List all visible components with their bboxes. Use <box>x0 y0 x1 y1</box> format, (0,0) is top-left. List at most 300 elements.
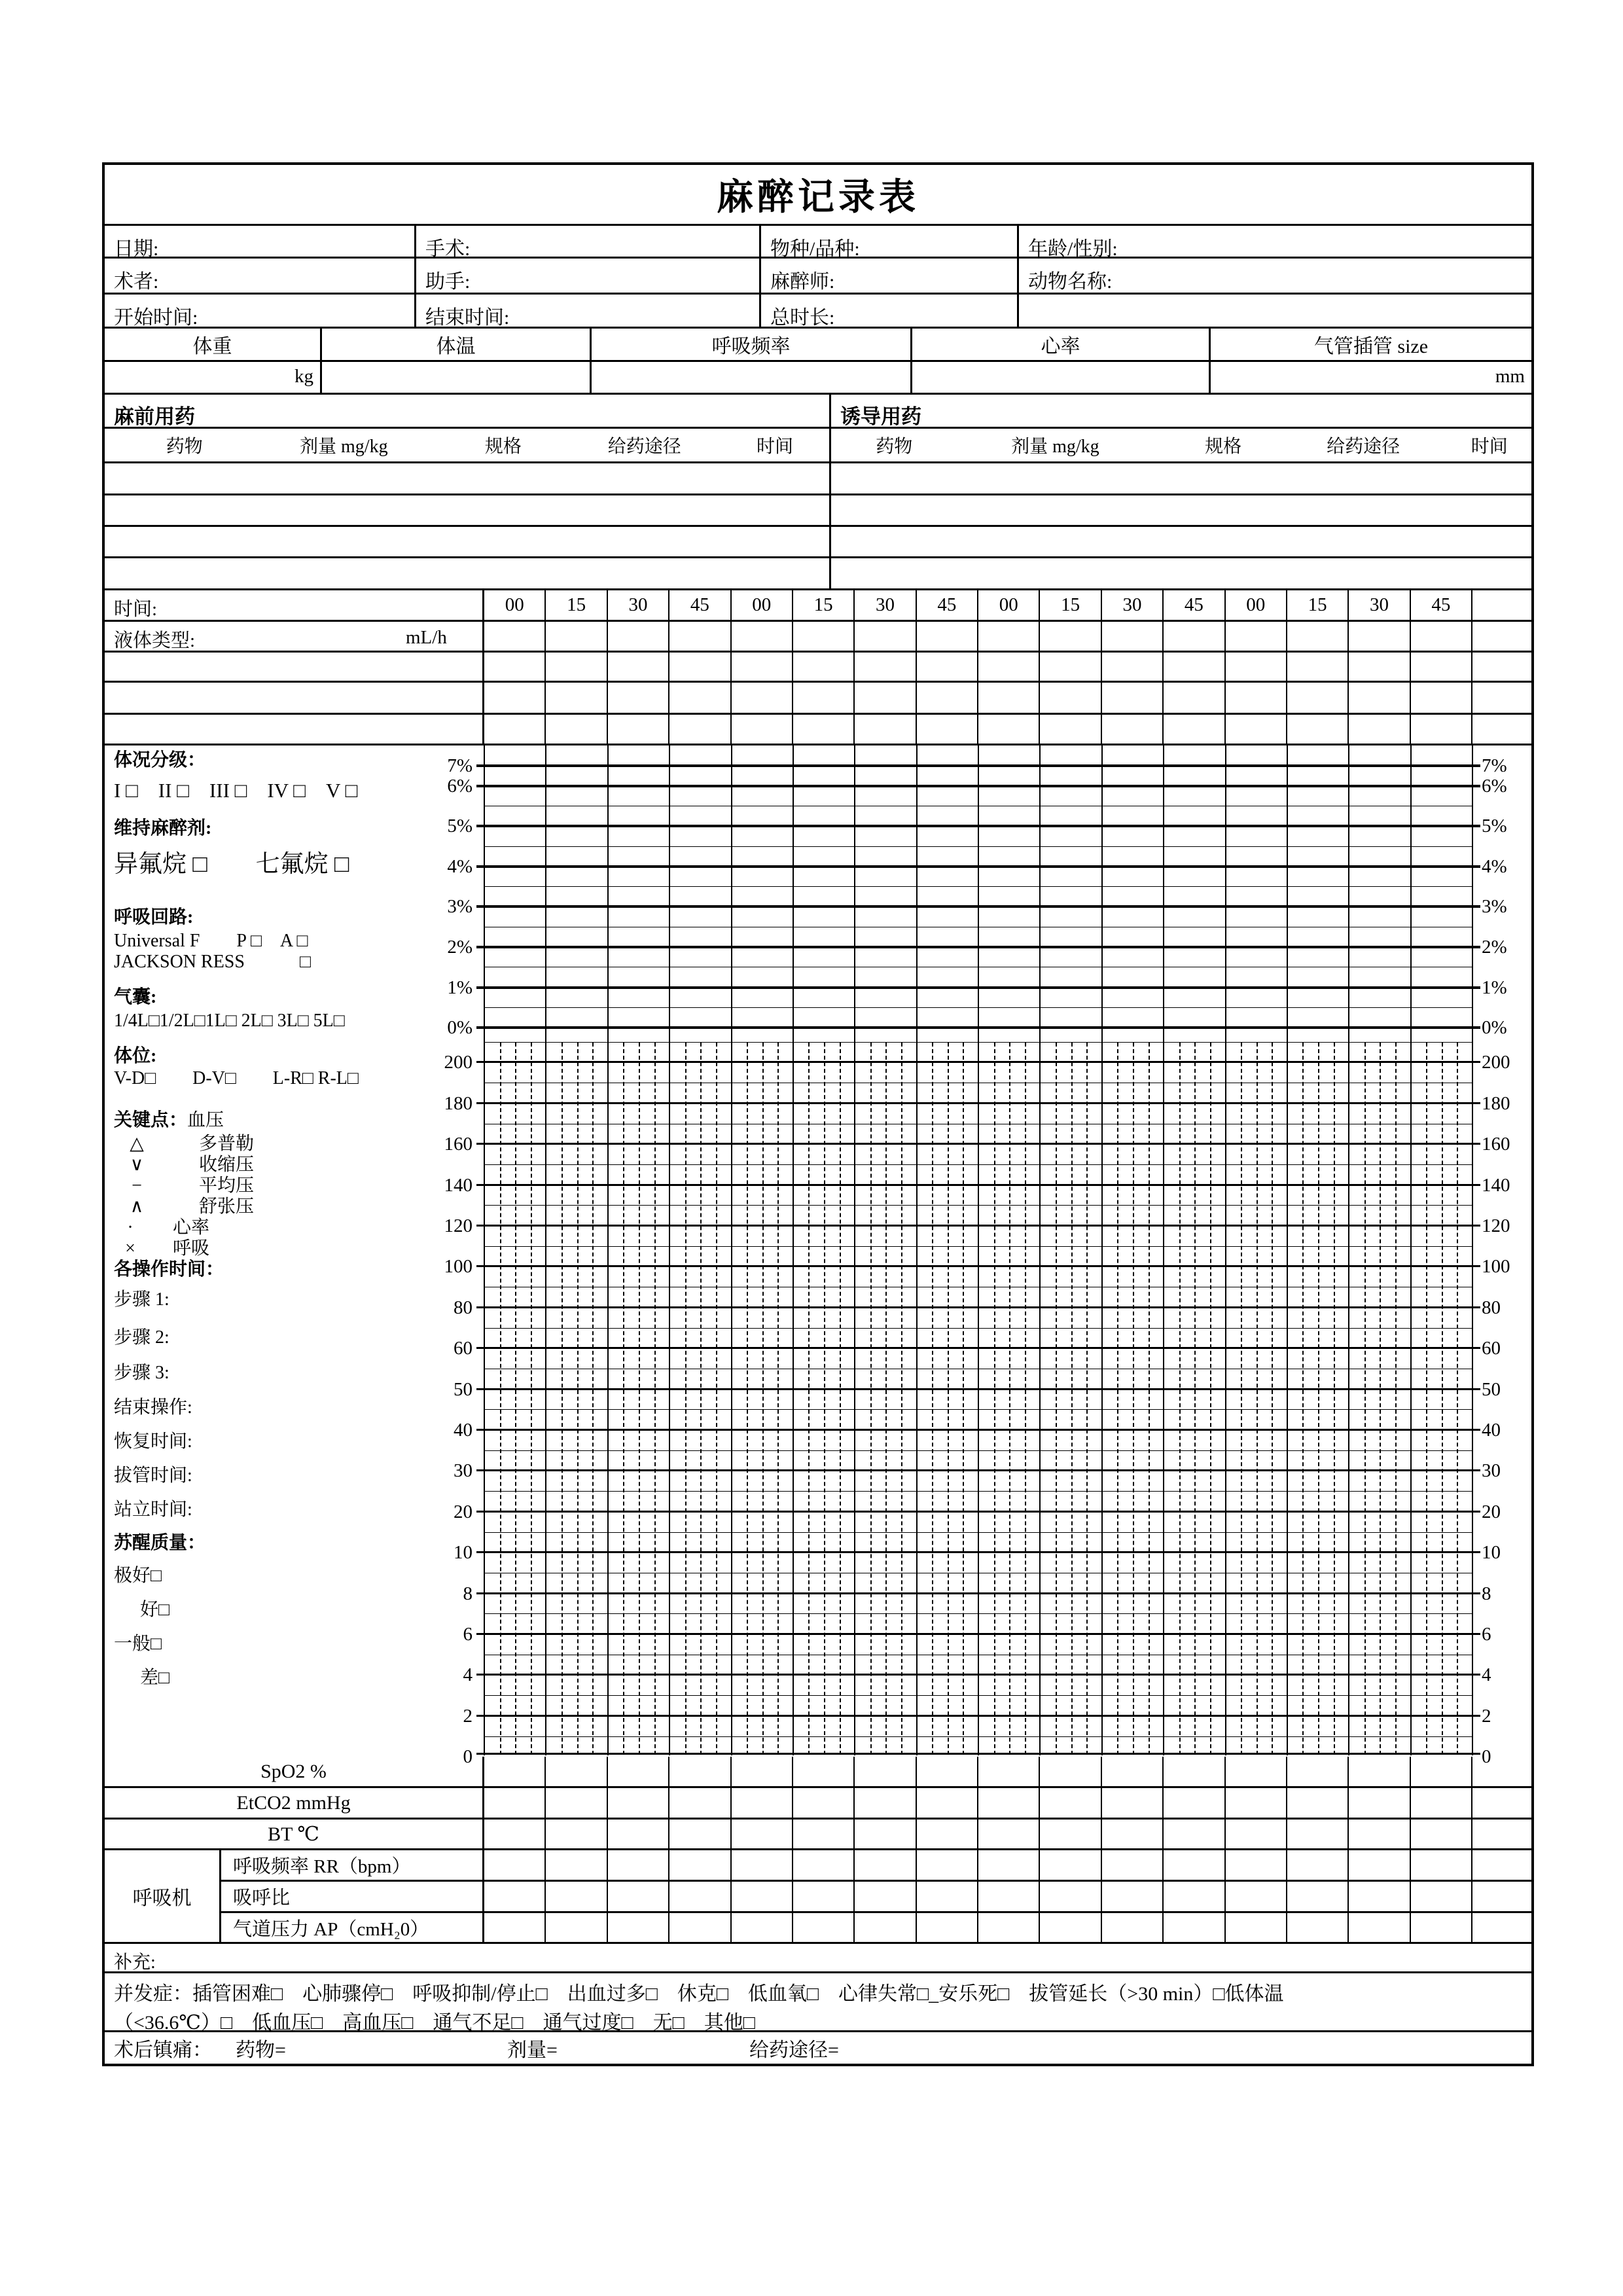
grid-hline <box>484 1613 1472 1614</box>
recovery-fair-option: 一般□ <box>114 1634 162 1654</box>
grid-cell <box>669 1820 731 1848</box>
supplement-label: 补充: <box>114 1952 156 1973</box>
field-surgery <box>416 226 761 260</box>
vitals-rr-value <box>592 362 912 393</box>
complications-line-1: 并发症：插管困难□ 心肺骤停□ 呼吸抑制/停止□ 出血过多□ 休克□ 低血氧□ 心律失常□_安乐死□ 拔管延长（>30 min）□低体温 <box>114 1983 1284 2005</box>
grid-vline <box>607 745 609 1755</box>
grid-cell <box>1349 1788 1410 1818</box>
grid-hline <box>476 1469 1480 1471</box>
grid-cell <box>1287 1757 1349 1786</box>
grid-cell <box>1287 1850 1349 1880</box>
doppler-symbol: △ <box>130 1134 144 1154</box>
systolic-symbol: ∨ <box>130 1155 144 1175</box>
diastolic-label: 舒张压 <box>199 1196 255 1217</box>
vitals-temp-value <box>322 362 592 393</box>
analgesia-route-field: 给药途径= <box>749 2039 839 2061</box>
grid-hline <box>476 785 1480 787</box>
medication-header-row <box>105 395 1531 429</box>
recovery-excellent-option: 极好□ <box>114 1566 162 1586</box>
field-empty <box>1019 295 1531 327</box>
scale-label-percent-left: 5% <box>447 816 473 837</box>
field-surgeon-label: 术者: <box>114 271 159 293</box>
grid-hline <box>484 1205 1472 1206</box>
scale-label-percent-left: 4% <box>447 855 473 877</box>
scale-label-numeric-left: 180 <box>444 1092 473 1114</box>
time-cell: 00 <box>1226 590 1287 620</box>
grid-cell <box>978 715 1040 744</box>
grid-cell <box>732 622 793 651</box>
grid-hline <box>484 846 1472 847</box>
grid-cell <box>1164 715 1225 744</box>
scale-label-percent-left: 0% <box>447 1017 473 1039</box>
grid-cell <box>608 1913 669 1942</box>
scale-label-numeric-right: 50 <box>1482 1378 1501 1400</box>
grid-cell <box>1411 653 1472 681</box>
grid-cell <box>917 1788 978 1818</box>
grid-cell <box>1040 715 1101 744</box>
grid-hline <box>484 1409 1472 1410</box>
grid-dash-line <box>1117 1043 1118 1755</box>
maintenance-anesthetic-options: 异氟烷 □ 七氟烷 □ <box>114 851 349 878</box>
grid-dash-line <box>777 1043 779 1755</box>
grid-cell <box>793 1788 855 1818</box>
grid-cell <box>1040 1788 1101 1818</box>
grid-hline <box>476 1633 1480 1635</box>
medication-columns-row <box>105 429 1531 463</box>
bag-label: 气囊: <box>114 987 157 1007</box>
grid-cell <box>1349 1913 1410 1942</box>
grid-hline <box>484 1736 1472 1737</box>
grid-hline <box>484 886 1472 887</box>
scale-label-numeric-left: 160 <box>444 1134 473 1155</box>
grid-cell <box>978 1850 1040 1880</box>
grid-dash-line <box>623 1043 624 1755</box>
fluid-label: 液体类型: <box>114 630 196 651</box>
bt-row <box>105 1820 1531 1850</box>
grid-cell <box>732 715 793 744</box>
grid-cell <box>1164 1820 1225 1848</box>
etco2-label: EtCO2 mmHg <box>105 1788 484 1818</box>
grid-cell <box>484 1757 546 1786</box>
grid-cell <box>1287 653 1349 681</box>
grid-dash-line <box>963 1043 964 1755</box>
legend-item <box>114 1196 254 1218</box>
field-end-time <box>416 295 761 327</box>
grid-cell <box>1349 622 1410 651</box>
grid-cell <box>484 683 546 713</box>
fluid-row <box>105 622 1531 653</box>
grid-cell <box>1349 715 1410 744</box>
grid-hline <box>476 1061 1480 1063</box>
scale-label-percent-right: 6% <box>1482 775 1507 797</box>
grid-cell <box>793 715 855 744</box>
scale-label-numeric-right: 10 <box>1482 1542 1501 1564</box>
mean-label: 平均压 <box>199 1175 255 1196</box>
scale-label-numeric-right: 20 <box>1482 1501 1501 1522</box>
chart-section <box>105 745 1531 1768</box>
time-cell: 30 <box>608 590 669 620</box>
grid-cell <box>1411 1788 1472 1818</box>
position-options: V-D□ D-V□ L-R□ R-L□ <box>114 1068 359 1088</box>
grid-cell <box>1040 1850 1101 1880</box>
grid-cell <box>1164 1882 1225 1911</box>
grid-cell <box>1164 653 1225 681</box>
grid-cell <box>732 1882 793 1911</box>
grid-cell <box>608 1820 669 1848</box>
premed-title: 麻前用药 <box>114 405 195 428</box>
keypoints-label: 关键点： <box>114 1110 188 1130</box>
induction-col-spec: 规格 <box>1205 437 1242 457</box>
fluid-extra-cell <box>1472 622 1531 651</box>
scale-label-numeric-left: 0 <box>463 1746 473 1768</box>
scale-label-numeric-right: 4 <box>1482 1664 1491 1686</box>
time-cell: 45 <box>1164 590 1225 620</box>
grid-hline <box>476 1347 1480 1349</box>
premed-header <box>105 395 831 427</box>
grid-cell <box>732 1850 793 1880</box>
grid-cell <box>1411 1820 1472 1848</box>
grid-cell <box>484 1850 546 1880</box>
grid-cell <box>978 1882 1040 1911</box>
grid-hline <box>476 764 1480 767</box>
keypoints-bp: 血压 <box>187 1110 224 1130</box>
grid-dash-line <box>1086 1043 1088 1755</box>
field-end-time-label: 结束时间: <box>425 307 510 329</box>
tracking-row <box>105 715 1531 745</box>
mean-symbol: − <box>132 1175 142 1196</box>
grid-cell <box>1287 1913 1349 1942</box>
grid-cell <box>1411 1913 1472 1942</box>
grid-cell <box>1102 1913 1164 1942</box>
ventilator-ap-label: 气道压力 AP（cmH₂0） <box>221 1913 484 1942</box>
time-cell: 15 <box>546 590 607 620</box>
grid-dash-line <box>840 1043 841 1755</box>
grid-cell <box>917 622 978 651</box>
grid-cell <box>978 653 1040 681</box>
weight-unit: kg <box>294 366 313 387</box>
grid-cell <box>608 653 669 681</box>
ventilator-ie-row <box>221 1882 1531 1913</box>
grid-cell <box>1287 622 1349 651</box>
field-date-label: 日期: <box>114 238 159 260</box>
grid-cell <box>917 1882 978 1911</box>
grid-cell <box>1226 1757 1287 1786</box>
induction-header <box>831 395 1531 427</box>
extubation-time-label: 拔管时间: <box>114 1465 192 1486</box>
grid-cell <box>978 1788 1040 1818</box>
grid-cell <box>1287 715 1349 744</box>
scale-label-percent-right: 5% <box>1482 816 1507 837</box>
field-species-label: 物种/品种: <box>770 238 860 260</box>
grid-cell <box>1040 1882 1101 1911</box>
grid-cell <box>1102 1757 1164 1786</box>
grid-hline <box>476 1026 1480 1029</box>
grid-vline <box>484 745 485 1755</box>
grid-hline <box>476 1715 1480 1717</box>
grid-cell <box>1102 622 1164 651</box>
grid-hline <box>476 946 1480 948</box>
analgesia-drug-field: 药物= <box>236 2039 286 2061</box>
scale-label-numeric-right: 80 <box>1482 1297 1501 1318</box>
grid-cell <box>546 653 607 681</box>
grid-dash-line <box>1210 1043 1211 1755</box>
grid-hline <box>484 1042 1472 1043</box>
scale-label-numeric-right: 6 <box>1482 1624 1491 1645</box>
time-cell: 00 <box>484 590 546 620</box>
grid-cell <box>855 1788 916 1818</box>
grid-dash-line <box>592 1043 594 1755</box>
grid-dash-line <box>1179 1043 1181 1755</box>
grid-vline <box>1410 745 1412 1755</box>
grid-cell <box>917 1757 978 1786</box>
heart-rate-symbol: · <box>127 1217 134 1238</box>
grid-cell <box>1102 1788 1164 1818</box>
premed-col-dose: 剂量 mg/kg <box>300 437 388 457</box>
field-anesthetist-label: 麻醉师: <box>770 271 835 293</box>
grid-hline <box>476 865 1480 868</box>
grid-dash-line <box>948 1043 949 1755</box>
grid-cell <box>546 715 607 744</box>
grid-dash-line <box>700 1043 702 1755</box>
grid-dash-line <box>1194 1043 1196 1755</box>
grid-cell <box>1349 1757 1410 1786</box>
fluid-cells <box>484 622 1472 651</box>
time-cells <box>484 590 1472 620</box>
grid-cell <box>855 622 916 651</box>
premed-col-drug: 药物 <box>166 437 203 457</box>
grid-vline <box>1039 745 1041 1755</box>
grid-vline <box>1225 745 1226 1755</box>
grid-cell <box>732 1757 793 1786</box>
grid-cell <box>1287 1882 1349 1911</box>
grid-hline <box>476 905 1480 908</box>
legend-item <box>114 1217 209 1239</box>
grid-cell <box>1102 1820 1164 1848</box>
grid-cell <box>1226 683 1287 713</box>
grid-cell <box>608 715 669 744</box>
grid-cell <box>1411 1850 1472 1880</box>
grid-cell <box>1102 1850 1164 1880</box>
grid-dash-line <box>1426 1043 1427 1755</box>
info-row-1 <box>105 226 1531 259</box>
grid-vline <box>669 745 670 1755</box>
scale-label-numeric-left: 4 <box>463 1664 473 1686</box>
scale-label-percent-left: 7% <box>447 755 473 776</box>
field-animal-name-label: 动物名称: <box>1028 271 1113 293</box>
grid-cell <box>855 715 916 744</box>
grid-cell <box>1411 715 1472 744</box>
grid-hline <box>476 1225 1480 1227</box>
scale-label-numeric-right: 30 <box>1482 1460 1501 1482</box>
condition-grade-label: 体况分级： <box>114 750 206 770</box>
grid-cell <box>855 1913 916 1942</box>
recovery-poor-option: 差□ <box>140 1668 169 1688</box>
scale-label-percent-left: 1% <box>447 977 473 998</box>
vitals-weight-value <box>105 362 322 393</box>
grid-cell <box>793 1913 855 1942</box>
drug-row <box>105 527 1531 558</box>
grid-dash-line <box>1272 1043 1273 1755</box>
grid-hline <box>476 825 1480 827</box>
vitals-hr-value <box>912 362 1211 393</box>
grid-hline <box>484 1491 1472 1492</box>
grid-hline <box>476 1265 1480 1267</box>
grid-hline <box>484 1532 1472 1533</box>
scale-label-numeric-right: 60 <box>1482 1338 1501 1359</box>
grid-cell <box>1226 622 1287 651</box>
grid-dash-line <box>1241 1043 1242 1755</box>
grid-cell <box>546 1820 607 1848</box>
time-cell: 00 <box>978 590 1040 620</box>
grid-vline <box>916 745 918 1755</box>
grid-vline <box>1163 745 1164 1755</box>
field-assistant-label: 助手: <box>425 271 471 293</box>
standing-time-label: 站立时间: <box>114 1499 192 1520</box>
grid-cell <box>1164 683 1225 713</box>
ventilator-ie-label: 吸呼比 <box>221 1882 484 1911</box>
grid-dash-line <box>932 1043 933 1755</box>
grid-dash-line <box>1380 1043 1381 1755</box>
breathing-circuit-universal: Universal F P □ A □ <box>114 931 308 951</box>
grid-dash-line <box>1056 1043 1057 1755</box>
grid-cell <box>669 1850 731 1880</box>
field-assistant <box>416 259 761 293</box>
time-cell: 15 <box>793 590 855 620</box>
field-surgery-label: 手术: <box>425 238 471 260</box>
grid-hline <box>476 1306 1480 1308</box>
tube-unit: mm <box>1495 366 1525 387</box>
grid-hline <box>476 1511 1480 1513</box>
grid-cell <box>917 715 978 744</box>
heart-rate-label: 心率 <box>173 1217 210 1238</box>
time-cell: 30 <box>1102 590 1164 620</box>
complications-line-2: （<36.6℃）□ 低血压□ 高血压□ 通气不足□ 通气过度□ 无□ 其他□ <box>114 2012 755 2034</box>
grid-cell <box>1349 1820 1410 1848</box>
scale-label-numeric-left: 80 <box>454 1297 473 1318</box>
scale-label-numeric-right: 100 <box>1482 1256 1510 1278</box>
grid-dash-line <box>1457 1043 1458 1755</box>
grid-cell <box>855 1850 916 1880</box>
maintenance-anesthetic-label: 维持麻醉剂: <box>114 818 212 838</box>
premed-columns <box>105 429 831 461</box>
condition-grade-options: I □ II □ III □ IV □ V □ <box>114 779 358 802</box>
induction-col-route: 给药途径 <box>1327 437 1400 457</box>
grid-dash-line <box>1133 1043 1134 1755</box>
grid-dash-line <box>1302 1043 1304 1755</box>
grid-hline <box>484 1450 1472 1451</box>
field-age-sex <box>1019 226 1531 260</box>
grid-vline <box>1287 745 1288 1755</box>
grid-cell <box>732 1788 793 1818</box>
induction-columns <box>831 429 1531 461</box>
grid-vline <box>545 745 546 1755</box>
scale-label-percent-right: 4% <box>1482 855 1507 877</box>
step-1-label: 步骤 1: <box>114 1289 169 1310</box>
grid-dash-line <box>870 1043 872 1755</box>
bt-label: BT ℃ <box>105 1820 484 1848</box>
grid-cell <box>1349 653 1410 681</box>
grid-dash-line <box>1071 1043 1073 1755</box>
scale-label-numeric-left: 60 <box>454 1338 473 1359</box>
grid-cell <box>1102 1882 1164 1911</box>
fluid-label-cell <box>105 622 484 651</box>
grid-cell <box>669 1757 731 1786</box>
grid-hline <box>484 1328 1472 1329</box>
grid-cell <box>978 622 1040 651</box>
vitals-temp-header: 体温 <box>322 329 592 360</box>
anesthesia-record-form <box>102 162 1534 2066</box>
field-date <box>105 226 416 260</box>
grid-dash-line <box>531 1043 532 1755</box>
recovery-quality-label: 苏醒质量： <box>114 1533 206 1553</box>
grid-hline <box>476 1674 1480 1676</box>
time-cell: 45 <box>917 590 978 620</box>
grid-dash-line <box>1364 1043 1366 1755</box>
grid-cell <box>1102 715 1164 744</box>
scale-label-numeric-right: 200 <box>1482 1052 1510 1073</box>
grid-hline <box>476 1184 1480 1186</box>
grid-cell <box>1226 1788 1287 1818</box>
grid-vline <box>854 745 855 1755</box>
scale-label-percent-right: 2% <box>1482 937 1507 958</box>
vitals-weight-header: 体重 <box>105 329 322 360</box>
grid-cell <box>1226 653 1287 681</box>
etco2-row <box>105 1788 1531 1820</box>
grid-cell <box>1349 1882 1410 1911</box>
grid-cell <box>1411 1882 1472 1911</box>
ventilator-rr-label: 呼吸频率 RR（bpm） <box>221 1850 484 1880</box>
induction-title: 诱导用药 <box>840 405 921 428</box>
grid-cell <box>1164 1757 1225 1786</box>
grid-cell <box>1349 1850 1410 1880</box>
grid-cell <box>608 1882 669 1911</box>
scale-label-numeric-right: 140 <box>1482 1174 1510 1196</box>
grid-dash-line <box>500 1043 501 1755</box>
grid-cell <box>1287 1820 1349 1848</box>
grid-cell <box>1102 683 1164 713</box>
grid-cell <box>669 683 731 713</box>
grid-vline <box>978 745 979 1755</box>
grid-cell <box>669 653 731 681</box>
grid-cell <box>484 622 546 651</box>
tracking-row <box>105 653 1531 683</box>
field-anesthetist <box>761 259 1019 293</box>
grid-cell <box>793 1820 855 1848</box>
grid-cell <box>608 1757 669 1786</box>
vitals-value-row <box>105 362 1531 395</box>
field-total-duration-label: 总时长: <box>770 307 835 329</box>
grid-vline <box>1101 745 1103 1755</box>
field-total-duration <box>761 295 1019 327</box>
time-cell: 30 <box>1349 590 1410 620</box>
grid-cell <box>484 1913 546 1942</box>
grid-cell <box>793 1850 855 1880</box>
ventilator-label: 呼吸机 <box>132 1888 192 1909</box>
time-cell: 15 <box>1287 590 1349 620</box>
grid-cell <box>1287 683 1349 713</box>
end-operation-label: 结束操作: <box>114 1397 192 1418</box>
grid-cell <box>484 1882 546 1911</box>
complications-row <box>105 1973 1531 2032</box>
scale-label-numeric-left: 50 <box>454 1378 473 1400</box>
grid-cell <box>669 622 731 651</box>
grid-dash-line <box>808 1043 810 1755</box>
scale-label-numeric-left: 140 <box>444 1174 473 1196</box>
grid-cell <box>546 1882 607 1911</box>
grid-dash-line <box>901 1043 902 1755</box>
premed-col-route: 给药途径 <box>607 437 681 457</box>
grid-dash-line <box>1025 1043 1026 1755</box>
